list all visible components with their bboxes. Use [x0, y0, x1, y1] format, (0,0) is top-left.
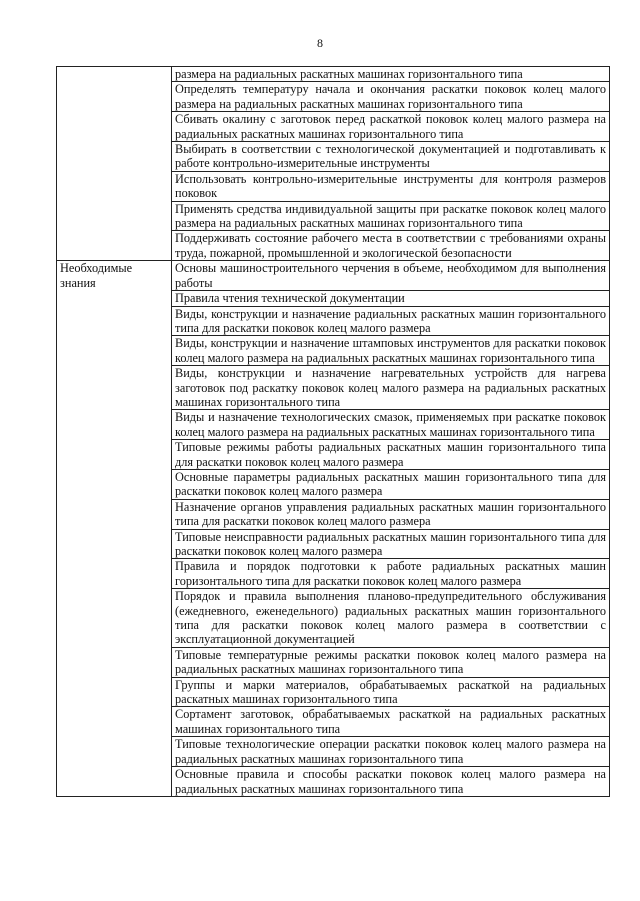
skills-label-cell [57, 67, 172, 261]
table-cell: Применять средства индивидуальной защиты при раскатке поковок колец малого размера на радиальных раскатных машинах горизонтального типа [172, 201, 610, 231]
table-cell: Группы и марки материалов, обрабатываемых раскаткой на радиальных раскатных машинах горизонтального типа [172, 677, 610, 707]
table-cell: Типовые технологические операции раскатки поковок колец малого размера на радиальных раскатных машинах горизонтального типа [172, 737, 610, 767]
table-cell: Виды, конструкции и назначение нагревательных устройств для нагрева заготовок под раскатку поковок колец малого размера на радиальных раскатных машинах горизонтального типа [172, 366, 610, 410]
table-cell: Поддерживать состояние рабочего места в соответствии с требованиями охраны труда, пожарной, промышленной и экологической безопасности [172, 231, 610, 261]
knowledge-label: Необходимые знания [57, 261, 172, 797]
table-row [57, 261, 610, 291]
table-cell: Определять температуру начала и окончания раскатки поковок колец малого размера на радиальных раскатных машинах горизонтального типа [172, 82, 610, 112]
table-cell: размера на радиальных раскатных машинах горизонтального типа [172, 67, 610, 82]
table-cell: Использовать контрольно-измерительные инструменты для контроля размеров поковок [172, 171, 610, 201]
table-cell: Виды и назначение технологических смазок, применяемых при раскатке поковок колец малого размера на радиальных раскатных машинах горизонтального типа [172, 410, 610, 440]
table-cell: Назначение органов управления радиальных раскатных машин горизонтального типа для раскатки поковок колец малого размера [172, 499, 610, 529]
table-row [57, 67, 610, 82]
requirements-table [56, 66, 610, 797]
table-cell: Виды, конструкции и назначение радиальных раскатных машин горизонтального типа для раскатки поковок колец малого размера [172, 306, 610, 336]
table-cell: Сбивать окалину с заготовок перед раскаткой поковок колец малого размера на радиальных раскатных машинах горизонтального типа [172, 112, 610, 142]
page-number: 8 [317, 36, 323, 50]
table-cell: Основные параметры радиальных раскатных машин горизонтального типа для раскатки поковок колец малого размера [172, 469, 610, 499]
table-cell: Типовые режимы работы радиальных раскатных машин горизонтального типа для раскатки поковок колец малого размера [172, 440, 610, 470]
table-cell: Порядок и правила выполнения планово-предупредительного обслуживания (ежедневного, еженедельного) радиальных раскатных машин горизонтального типа для раскатки поковок колец малого размера в соответствии с эксплуатационной документацией [172, 589, 610, 648]
table-cell: Основные правила и способы раскатки поковок колец малого размера на радиальных раскатных машинах горизонтального типа [172, 767, 610, 797]
table-cell: Выбирать в соответствии с технологической документацией и подготавливать к работе контрольно-измерительные инструменты [172, 142, 610, 172]
table-cell: Правила чтения технической документации [172, 291, 610, 306]
table-cell: Виды, конструкции и назначение штамповых инструментов для раскатки поковок колец малого размера на радиальных раскатных машинах горизонтального типа [172, 336, 610, 366]
table-cell: Основы машиностроительного черчения в объеме, необходимом для выполнения работы [172, 261, 610, 291]
table-cell: Типовые неисправности радиальных раскатных машин горизонтального типа для раскатки поковок колец малого размера [172, 529, 610, 559]
table-cell: Типовые температурные режимы раскатки поковок колец малого размера на радиальных раскатных машинах горизонтального типа [172, 647, 610, 677]
table-cell: Сортамент заготовок, обрабатываемых раскаткой на радиальных раскатных машинах горизонтального типа [172, 707, 610, 737]
table-cell: Правила и порядок подготовки к работе радиальных раскатных машин горизонтального типа для раскатки поковок колец малого размера [172, 559, 610, 589]
